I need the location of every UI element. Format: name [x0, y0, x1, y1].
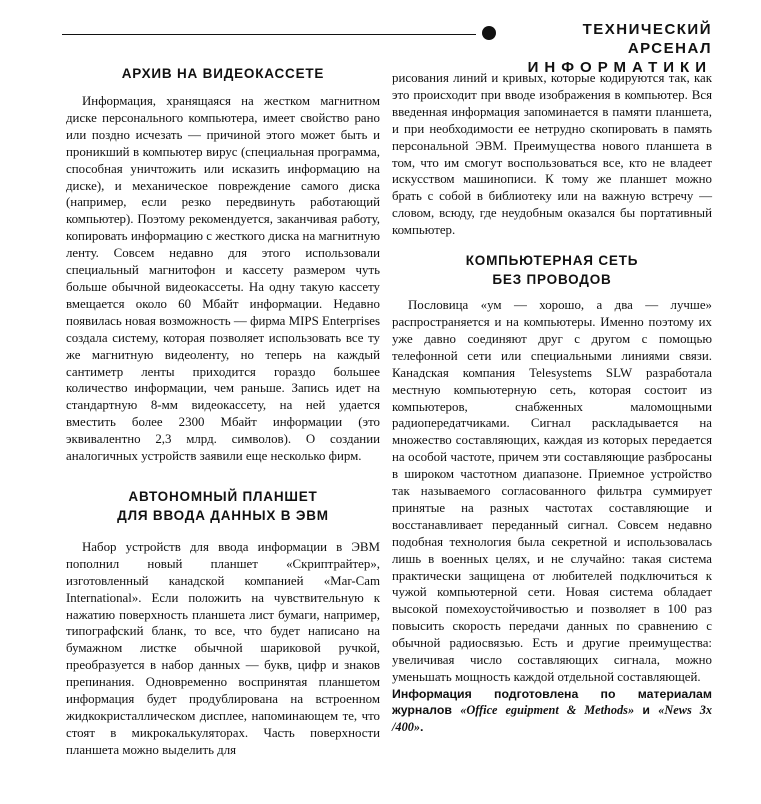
credit-journal-2: «News 3x /400» — [392, 703, 712, 734]
section-rubric — [502, 20, 712, 77]
credit-prefix: Информация подготовлена по материалам журналов — [392, 686, 712, 718]
source-credit — [392, 686, 712, 736]
archive-title: АРХИВ НА ВИДЕОКАССЕТЕ — [121, 66, 325, 81]
right-column — [392, 70, 712, 735]
rubric-line-1: ТЕХНИЧЕСКИЙ АРСЕНАЛ — [582, 21, 712, 57]
tablet-body-continuation: рисования линий и кривых, которые кодируются так, как это происходит при вводе изображения в компьютер. Вся введенная информация запоминается в памяти планшета, и при необходимости ее нетрудно скопировать в память персональной ЭВМ. Преимущества нового планшета в том, что им смогут воспользоваться все, кто не владеет искусством машинописи. К тому же планшет можно брать с собой в библиотеку или на важную встречу — словом, всюду, где неудобным оказался бы портативный компьютер. — [392, 71, 712, 238]
tablet-title-line-1: АВТОНОМНЫЙ ПЛАНШЕТ — [128, 488, 318, 504]
network-title — [392, 251, 712, 289]
archive-body: Информация, хранящаяся на жестком магнитном диске персонального компьютера, имеет свойство рано или поздно исчезать — причиной этого может быть и проникший в компьютер вирус (специальная программа, способная уничтожить или исказить информацию на диске), и механическое повреждение самого диска (например, если резко передвинуть работающий компьютер). Поэтому рекомендуется, заканчивая работу, копировать информацию с жесткого диска на магнитную ленту. Совсем недавно для этого использовали специальный магнитофон и кассету размером чуть больше обычной видеокассеты. На одну такую кассету вмещается около 60 Мбайт информации. Недавно появилась новая возможность — фирма MIPS Enterprises создала систему, которая позволяет использовать все ту же магнитную видеоленту, но теперь на каждый сантиметр ленты приходится гораздо большее количество информации, чем раньше. Запись идет на стандартную 8-мм видеокассету, на ней удается вместить более 2300 Мбайт информации (это эквивалентно 2,3 млрд. символов). О создании аналогичных устройств заявили еще несколько фирм. — [66, 94, 380, 464]
tablet-body: Набор устройств для ввода информации в ЭВМ пополнил новый планшет «Скриптрайтер», изготовленный канадской компанией «Mar-Cam International». Если положить на чувствительную к нажатию поверхность планшета лист бумаги, например, типографский блaнк, то все, что будет написано на бумажном листке обычной шариковой ручкой, преобразуется в набор данных — букв, цифр и знаков препинания. Одновременно воспринятая планшетом информация будет продублирована на встроенном жидкокристаллическом дисплее, напоминающем те, что стоят в микрокалькуляторах. Часть поверхности планшета можно выделить для — [66, 539, 380, 757]
credit-joiner: и — [634, 703, 659, 718]
credit-journal-1: «Office eguipment & Methods» — [460, 703, 635, 718]
network-body: Пословица «ум — хорошо, а два — лучше» распространяется и на компьютеры. Именно поэтому их уже давно соединяют друг с другом с помощью телефонной сети или специальными линиями связи. Канадская компания Telesystems SLW разработала местную компьютерную сеть, которая состоит из компьютеров, снабженных маломощными радиопередатчиками. Сигнал раскладывается на множество составляющих, каждая из которых передается на особой частоте, причем эти составляющие разбросаны в широком частотном диапазоне. Приемное устройство так называемого согласованного фильтра суммирует принятые на разных частотах составляющие и восстанавливает переданный сигнал. Совсем недавно подобная технология была секретной и использовалась лишь в военных целях, и не случайно: такая система практически защищена от любителей подключиться к чужой компьютерной сети. Новая система обладает высокой помехоустойчивостью и позволяет в 100 раз повысить скорость передачи данных по сравнению с обычной радиосвязью. Есть и другие преимущества: увеличивая число составляющих сигнала, можно уменьшать мощность каждой отдельной составляющей. — [392, 298, 712, 684]
bullet-icon — [482, 26, 496, 40]
rubric-line-2: ИНФОРМАТИКИ — [527, 59, 712, 76]
header-rule — [62, 34, 476, 35]
network-title-line-2: БЕЗ ПРОВОДОВ — [492, 272, 612, 288]
credit-suffix: . — [420, 719, 424, 734]
left-column — [66, 64, 380, 759]
network-title-line-1: КОМПЬЮТЕРНАЯ СЕТЬ — [465, 253, 639, 269]
tablet-title — [66, 487, 380, 525]
tablet-title-line-2: ДЛЯ ВВОДА ДАННЫХ В ЭВМ — [117, 507, 329, 523]
